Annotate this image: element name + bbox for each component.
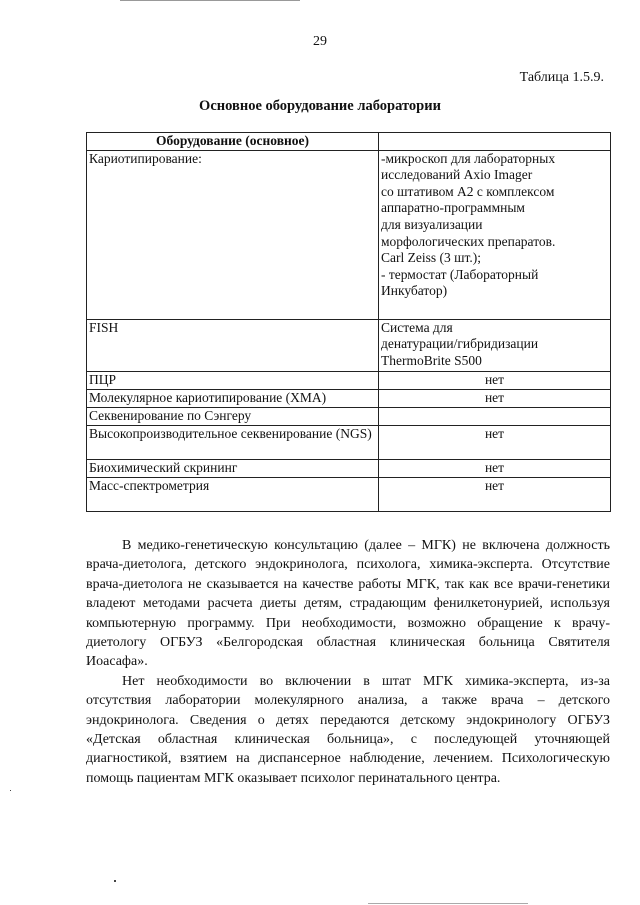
table-row (87, 150, 611, 319)
equipment-name: Кариотипирование: (87, 150, 379, 319)
value-line: Инкубатор) (381, 283, 448, 299)
scan-speck (114, 880, 116, 882)
equipment-name: Масс-спектрометрия (87, 477, 379, 511)
value-line: ThermoBrite S500 (381, 352, 482, 368)
table-row (87, 477, 611, 511)
table-row (87, 389, 611, 407)
value-line: аппаратно-программным (381, 200, 525, 216)
table-row (87, 459, 611, 477)
page-number: 29 (313, 34, 327, 49)
equipment-name: ПЦР (87, 371, 379, 389)
value-line: денатурации/гибридизации (381, 336, 539, 352)
table-header-empty-cell (379, 133, 611, 151)
equipment-value: нет (379, 459, 611, 477)
equipment-name: Секвенирование по Сэнгеру (87, 407, 379, 425)
equipment-value (379, 407, 611, 425)
value-line: морфологических препаратов. (381, 233, 556, 249)
equipment-value: нет (379, 371, 611, 389)
value-line: исследований Axio Imager (381, 167, 533, 183)
table-row (87, 425, 611, 459)
table-row (87, 371, 611, 389)
table-label: Таблица 1.5.9. (519, 70, 604, 85)
value-line: Carl Zeiss (3 шт.); (381, 250, 482, 266)
equipment-value (379, 150, 611, 319)
value-line: - термостат (Лабораторный (381, 266, 539, 282)
equipment-value: нет (379, 425, 611, 459)
equipment-name: Биохимический скрининг (87, 459, 379, 477)
bottom-scan-line (368, 903, 528, 904)
body-text (86, 536, 610, 788)
table-header-cell: Оборудование (основное) (87, 133, 379, 151)
value-line: -микроскоп для лабораторных (381, 150, 556, 166)
top-scan-line (120, 0, 300, 1)
paragraph: В медико-генетическую консультацию (далее – МГК) не включена должность врача-диетолога, детского эндокринолога, психолога, химика-эксперта. Отсутствие врача-диетолога не сказывается на качестве работы МГК, так как все врачи-генетики владеют методами расчета диеты детям, страдающим фенилкетонурией, используя компьютерную программу. При необходимости, возможно обращение к врачу-диетологу ОГБУЗ «Белгородская областная клиническая больница Святителя Иоасафа». (86, 538, 610, 670)
table-header-row (87, 133, 611, 151)
table-row (87, 319, 611, 371)
equipment-value: нет (379, 389, 611, 407)
value-line: Система для (381, 319, 453, 335)
table-row (87, 407, 611, 425)
scan-speck (10, 790, 11, 791)
equipment-name: Молекулярное кариотипирование (ХМА) (87, 389, 379, 407)
value-line: для визуализации (381, 216, 483, 232)
equipment-value: нет (379, 477, 611, 511)
value-line: со штативом A2 с комплексом (381, 183, 555, 199)
equipment-name: Высокопроизводительное секвенирование (NGS) (87, 425, 379, 459)
equipment-table (86, 132, 611, 512)
document-title: Основное оборудование лаборатории (199, 98, 441, 114)
equipment-value (379, 319, 611, 371)
equipment-name: FISH (87, 319, 379, 371)
paragraph: Нет необходимости во включении в штат МГК химика-эксперта, из-за отсутствия лаборатории молекулярного анализа, а также врача – детского эндокринолога. Сведения о детях передаются детскому эндокринологу ОГБУЗ «Детская областная клиническая больница», с последующей уточняющей диагностикой, взятием на диспансерное наблюдение, лечением. Психологическую помощь пациентам МГК оказывает психолог перинатального центра. (86, 673, 610, 786)
